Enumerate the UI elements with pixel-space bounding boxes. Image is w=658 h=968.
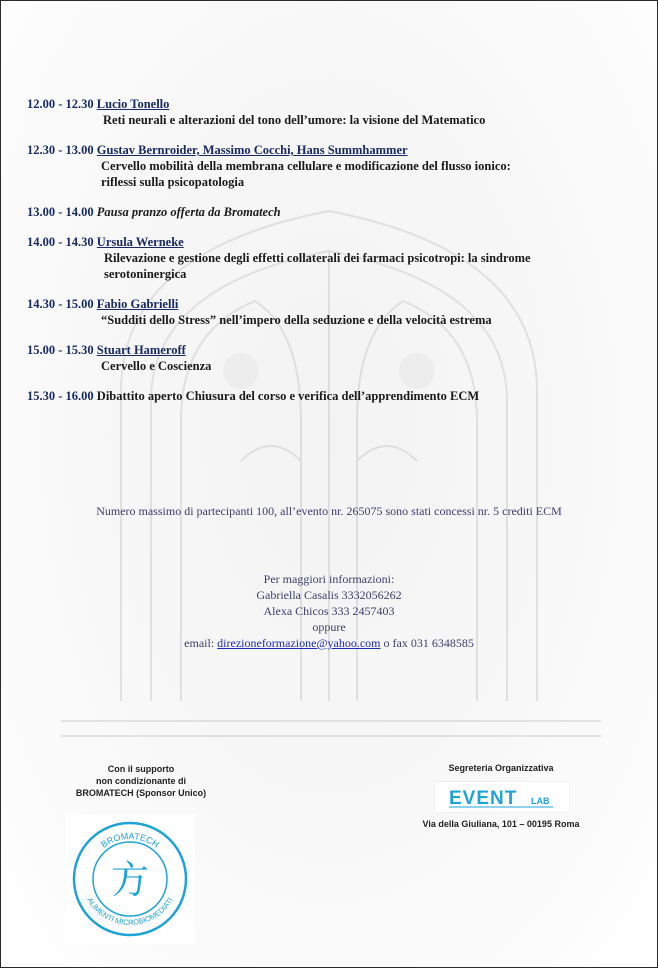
bromatech-logo-bottom-text: ALIMENTI MICROBIOMEDIATI: [85, 895, 175, 928]
support-line-1: Con il supporto: [107, 764, 175, 774]
bromatech-logo-top-text: BROMATECH: [99, 830, 161, 850]
program-item: [27, 204, 637, 220]
talk-title: Rilevazione e gestione degli effetti collaterali dei farmaci psicotropi: la sindrome: [104, 251, 531, 265]
support-line-2: non condizionante di: [96, 776, 186, 786]
sponsor-support-text: [61, 763, 221, 799]
talk-title: Cervello e Coscienza: [101, 359, 212, 373]
talk-title-continued: serotoninergica: [104, 267, 187, 281]
oppure-text: oppure: [312, 620, 346, 634]
item-time: 15.30 - 16.00: [27, 389, 94, 403]
closing-session: Dibattito aperto Chiusura del corso e verifica dell’apprendimento ECM: [96, 389, 480, 403]
ecm-credits-note: Numero massimo di partecipanti 100, all’evento nr. 265075 sono stati concessi nr. 5 crediti ECM: [96, 504, 562, 518]
program-item: [27, 234, 637, 282]
program-item: [27, 342, 637, 374]
speaker-link[interactable]: Fabio Gabrielli: [96, 297, 179, 311]
talk-title: Reti neurali e alterazioni del tono dell’umore: la visione del Matematico: [103, 113, 486, 127]
speaker-link[interactable]: Stuart Hameroff: [96, 343, 186, 357]
email-link[interactable]: direzioneformazione@yahoo.com: [217, 636, 381, 650]
talk-title-continued: riflessi sulla psicopatologia: [101, 175, 245, 189]
eventlab-logo-sub: LAB: [531, 796, 550, 806]
talk-title: Cervello mobilità della membrana cellulare e modificazione del flusso ionico:: [101, 159, 511, 173]
item-time: 14.00 - 14.30: [27, 235, 94, 249]
item-time: 13.00 - 14.00: [27, 205, 94, 219]
program-item: [27, 296, 637, 328]
item-time: 12.00 - 12.30: [27, 97, 94, 111]
segreteria-address: Via della Giuliana, 101 – 00195 Roma: [422, 819, 580, 829]
item-time: 14.30 - 15.00: [27, 297, 94, 311]
speaker-link[interactable]: Ursula Werneke: [96, 235, 184, 249]
program-schedule: [27, 96, 637, 404]
lunch-break: Pausa pranzo offerta da Bromatech: [96, 205, 281, 219]
item-time: 12.30 - 13.00: [27, 143, 94, 157]
email-fax-line: [1, 635, 657, 651]
speaker-link[interactable]: Lucio Tonello: [96, 97, 170, 111]
program-item: [27, 142, 637, 190]
segreteria-label: Segreteria Organizzativa: [448, 763, 554, 773]
contact-alexa: Alexa Chicos 333 2457403: [263, 604, 395, 618]
bromatech-logo: [65, 814, 195, 944]
contact-info: [1, 571, 657, 651]
support-line-3: BROMATECH (Sponsor Unico): [75, 788, 207, 798]
talk-title: “Sudditi dello Stress” nell’impero della seduzione e della velocità estrema: [101, 313, 492, 327]
contact-heading: Per maggiori informazioni:: [263, 572, 395, 586]
item-time: 15.00 - 15.30: [27, 343, 94, 357]
contact-gabriella: Gabriella Casalis 3332056262: [256, 588, 402, 602]
eventlab-logo: [435, 782, 569, 812]
fax-text: o fax 031 6348585: [380, 636, 474, 650]
bromatech-glyph-icon: 方: [110, 858, 150, 902]
program-item: [27, 96, 637, 128]
speaker-link[interactable]: Gustav Bernroider, Massimo Cocchi, Hans Summhammer: [96, 143, 408, 157]
eventlab-logo-main: EVENT: [449, 788, 518, 809]
email-label: email:: [184, 636, 218, 650]
program-item: [27, 388, 637, 404]
